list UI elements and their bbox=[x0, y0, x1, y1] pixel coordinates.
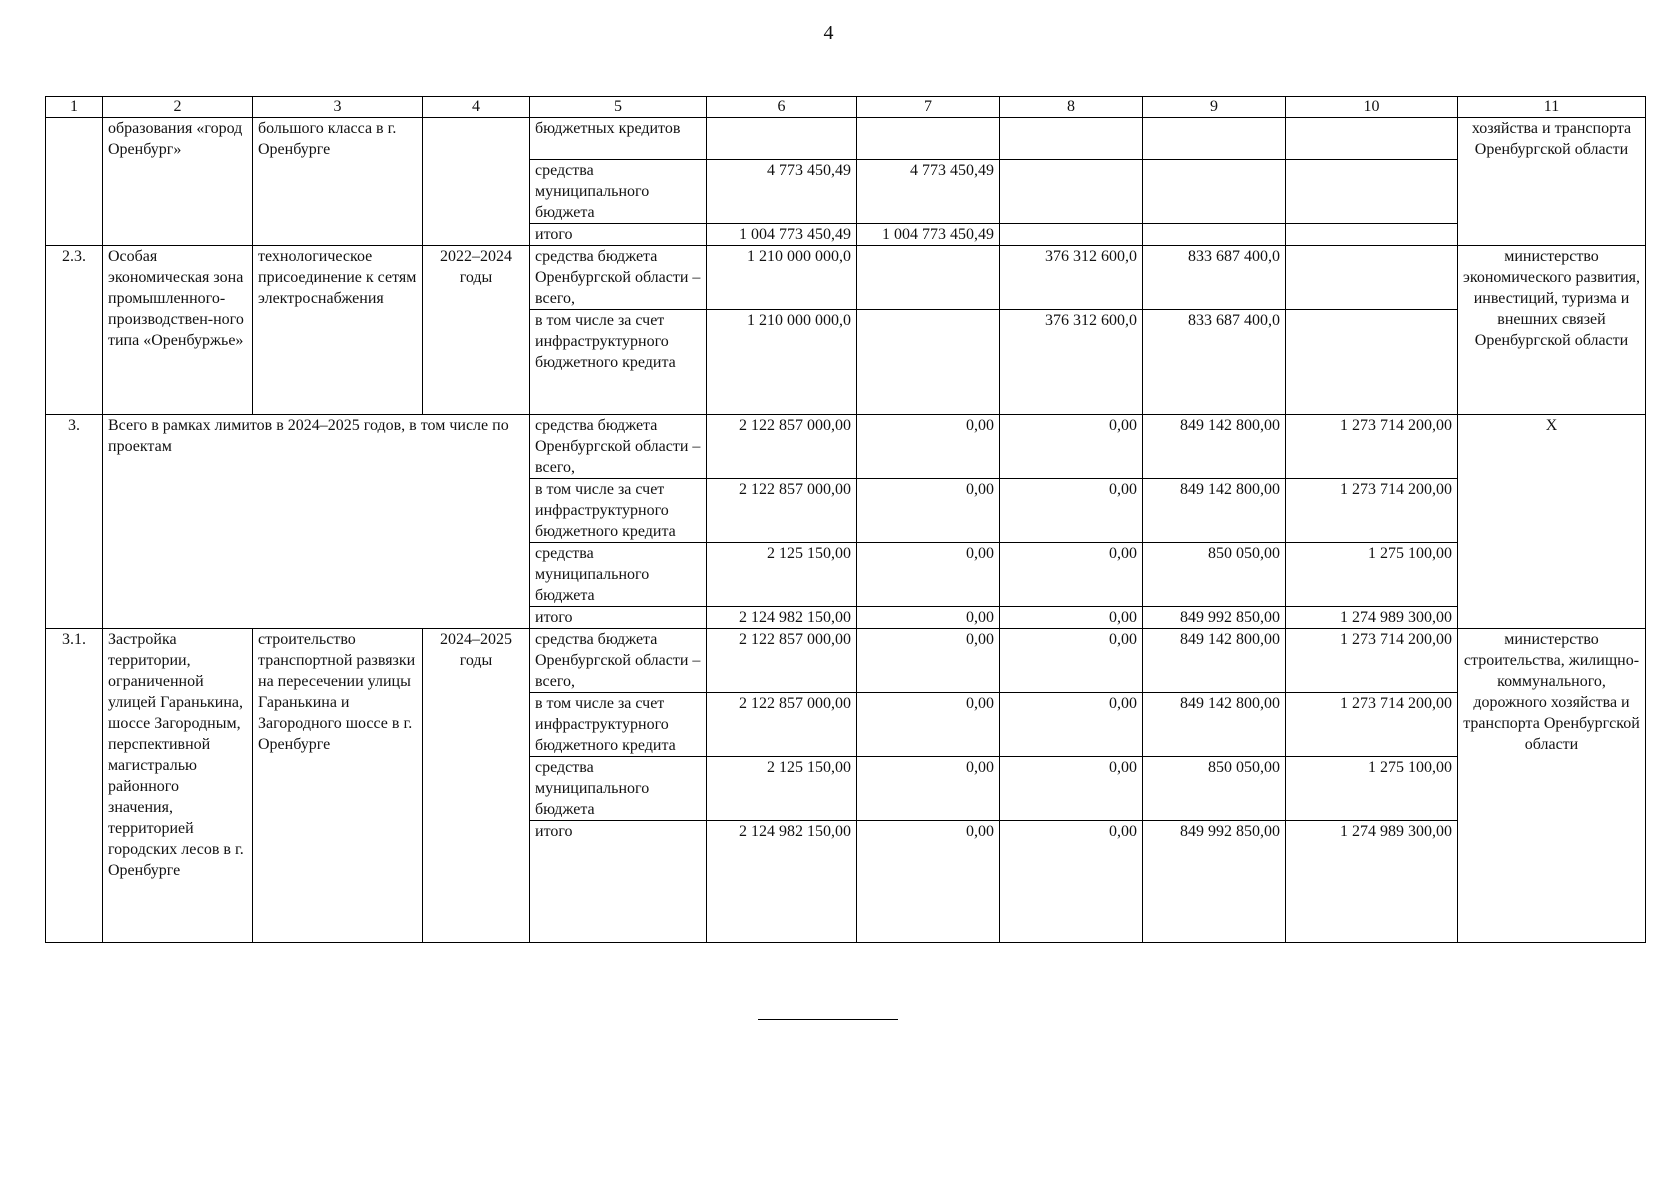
amount-cell: 0,00 bbox=[857, 607, 1000, 629]
amount-cell: 0,00 bbox=[1000, 479, 1143, 543]
funding-source-cell: итого bbox=[530, 607, 707, 629]
object-name-cell: образования «город Оренбург» bbox=[103, 118, 253, 246]
amount-cell: 1 274 989 300,00 bbox=[1286, 821, 1458, 943]
amount-cell: 0,00 bbox=[857, 629, 1000, 693]
action-cell: технологическое присоединение к сетям электроснабжения bbox=[253, 246, 423, 415]
funding-source-cell: средства бюджета Оренбургской области – всего, bbox=[530, 246, 707, 310]
column-number: 5 bbox=[530, 97, 707, 118]
amount-cell: 850 050,00 bbox=[1143, 543, 1286, 607]
amount-cell bbox=[1286, 118, 1458, 160]
amount-cell: 2 122 857 000,00 bbox=[707, 415, 857, 479]
funding-source-cell: итого bbox=[530, 821, 707, 943]
amount-cell: 4 773 450,49 bbox=[707, 160, 857, 224]
total-label-cell: Всего в рамках лимитов в 2024–2025 годов, в том числе по проектам bbox=[103, 415, 530, 629]
closing-line bbox=[758, 1019, 898, 1020]
funding-source-cell: средства бюджета Оренбургской области – всего, bbox=[530, 415, 707, 479]
amount-cell bbox=[1143, 224, 1286, 246]
amount-cell: 2 122 857 000,00 bbox=[707, 629, 857, 693]
funding-source-cell: средства муниципального бюджета bbox=[530, 757, 707, 821]
row-number-cell bbox=[46, 118, 103, 246]
amount-cell: 849 992 850,00 bbox=[1143, 821, 1286, 943]
amount-cell bbox=[1286, 224, 1458, 246]
amount-cell: 1 275 100,00 bbox=[1286, 543, 1458, 607]
action-cell: строительство транспортной развязки на пересечении улицы Гаранькина и Загородного шоссе в г. Оренбурге bbox=[253, 629, 423, 943]
funding-source-cell: итого bbox=[530, 224, 707, 246]
amount-cell bbox=[1286, 246, 1458, 310]
object-name-cell: Особая экономическая зона промышленного-производствен-ного типа «Оренбуржье» bbox=[103, 246, 253, 415]
column-number: 7 bbox=[857, 97, 1000, 118]
amount-cell: 0,00 bbox=[1000, 629, 1143, 693]
funding-source-cell: средства бюджета Оренбургской области – всего, bbox=[530, 629, 707, 693]
amount-cell: 2 124 982 150,00 bbox=[707, 607, 857, 629]
responsible-org-cell: министерство строительства, жилищно-коммунального, дорожного хозяйства и транспорта Оренбургской области bbox=[1458, 629, 1646, 943]
column-number: 6 bbox=[707, 97, 857, 118]
column-number: 10 bbox=[1286, 97, 1458, 118]
period-cell: 2024–2025 годы bbox=[423, 629, 530, 943]
amount-cell: 376 312 600,0 bbox=[1000, 246, 1143, 310]
amount-cell: 376 312 600,0 bbox=[1000, 310, 1143, 415]
responsible-org-cell: хозяйства и транспорта Оренбургской области bbox=[1458, 118, 1646, 246]
amount-cell: 1 274 989 300,00 bbox=[1286, 607, 1458, 629]
amount-cell bbox=[1000, 160, 1143, 224]
amount-cell: 2 124 982 150,00 bbox=[707, 821, 857, 943]
amount-cell: 849 142 800,00 bbox=[1143, 479, 1286, 543]
funding-source-cell: средства муниципального бюджета bbox=[530, 543, 707, 607]
amount-cell: 0,00 bbox=[857, 479, 1000, 543]
amount-cell: 1 273 714 200,00 bbox=[1286, 479, 1458, 543]
amount-cell: 833 687 400,0 bbox=[1143, 246, 1286, 310]
amount-cell: 0,00 bbox=[857, 821, 1000, 943]
column-number: 1 bbox=[46, 97, 103, 118]
row-number-cell: 2.3. bbox=[46, 246, 103, 415]
amount-cell bbox=[857, 246, 1000, 310]
column-number: 11 bbox=[1458, 97, 1646, 118]
responsible-org-cell: Х bbox=[1458, 415, 1646, 629]
amount-cell: 0,00 bbox=[1000, 607, 1143, 629]
column-number: 9 bbox=[1143, 97, 1286, 118]
amount-cell bbox=[1143, 160, 1286, 224]
amount-cell: 2 122 857 000,00 bbox=[707, 693, 857, 757]
amount-cell: 0,00 bbox=[857, 693, 1000, 757]
amount-cell: 1 273 714 200,00 bbox=[1286, 415, 1458, 479]
row-number-cell: 3.1. bbox=[46, 629, 103, 943]
amount-cell: 850 050,00 bbox=[1143, 757, 1286, 821]
amount-cell: 849 992 850,00 bbox=[1143, 607, 1286, 629]
amount-cell: 2 125 150,00 bbox=[707, 543, 857, 607]
amount-cell: 0,00 bbox=[857, 415, 1000, 479]
amount-cell bbox=[707, 118, 857, 160]
table-row bbox=[46, 246, 1646, 310]
table-row bbox=[46, 118, 1646, 160]
amount-cell: 1 210 000 000,0 bbox=[707, 310, 857, 415]
amount-cell: 0,00 bbox=[857, 543, 1000, 607]
amount-cell bbox=[1000, 224, 1143, 246]
amount-cell: 1 004 773 450,49 bbox=[857, 224, 1000, 246]
column-number: 8 bbox=[1000, 97, 1143, 118]
column-number: 4 bbox=[423, 97, 530, 118]
amount-cell: 2 125 150,00 bbox=[707, 757, 857, 821]
amount-cell: 2 122 857 000,00 bbox=[707, 479, 857, 543]
amount-cell: 0,00 bbox=[1000, 821, 1143, 943]
amount-cell bbox=[1286, 310, 1458, 415]
amount-cell: 833 687 400,0 bbox=[1143, 310, 1286, 415]
column-number: 2 bbox=[103, 97, 253, 118]
amount-cell: 1 273 714 200,00 bbox=[1286, 629, 1458, 693]
amount-cell: 0,00 bbox=[1000, 693, 1143, 757]
amount-cell: 1 273 714 200,00 bbox=[1286, 693, 1458, 757]
amount-cell: 849 142 800,00 bbox=[1143, 415, 1286, 479]
amount-cell: 1 275 100,00 bbox=[1286, 757, 1458, 821]
column-number: 3 bbox=[253, 97, 423, 118]
period-cell bbox=[423, 118, 530, 246]
funding-source-cell: в том числе за счет инфраструктурного бюджетного кредита bbox=[530, 693, 707, 757]
amount-cell: 1 004 773 450,49 bbox=[707, 224, 857, 246]
object-name-cell: Застройка территории, ограниченной улицей Гаранькина, шоссе Загородным, перспективной магистралью районного значения, территорией городских лесов в г. Оренбурге bbox=[103, 629, 253, 943]
amount-cell: 849 142 800,00 bbox=[1143, 693, 1286, 757]
amount-cell: 1 210 000 000,0 bbox=[707, 246, 857, 310]
amount-cell bbox=[857, 118, 1000, 160]
amount-cell: 4 773 450,49 bbox=[857, 160, 1000, 224]
amount-cell: 0,00 bbox=[857, 757, 1000, 821]
period-cell: 2022–2024 годы bbox=[423, 246, 530, 415]
column-number-row bbox=[46, 97, 1646, 118]
amount-cell bbox=[1143, 118, 1286, 160]
amount-cell: 0,00 bbox=[1000, 757, 1143, 821]
table-row bbox=[46, 629, 1646, 693]
amount-cell: 0,00 bbox=[1000, 415, 1143, 479]
amount-cell bbox=[857, 310, 1000, 415]
table-row bbox=[46, 415, 1646, 479]
row-number-cell: 3. bbox=[46, 415, 103, 629]
budget-table bbox=[45, 96, 1646, 943]
responsible-org-cell: министерство экономического развития, инвестиций, туризма и внешних связей Оренбургской области bbox=[1458, 246, 1646, 415]
funding-source-cell: бюджетных кредитов bbox=[530, 118, 707, 160]
page-number: 4 bbox=[823, 22, 834, 44]
funding-source-cell: средства муниципального бюджета bbox=[530, 160, 707, 224]
amount-cell: 849 142 800,00 bbox=[1143, 629, 1286, 693]
amount-cell bbox=[1000, 118, 1143, 160]
action-cell: большого класса в г. Оренбурге bbox=[253, 118, 423, 246]
funding-source-cell: в том числе за счет инфраструктурного бюджетного кредита bbox=[530, 479, 707, 543]
amount-cell: 0,00 bbox=[1000, 543, 1143, 607]
amount-cell bbox=[1286, 160, 1458, 224]
funding-source-cell: в том числе за счет инфраструктурного бюджетного кредита bbox=[530, 310, 707, 415]
